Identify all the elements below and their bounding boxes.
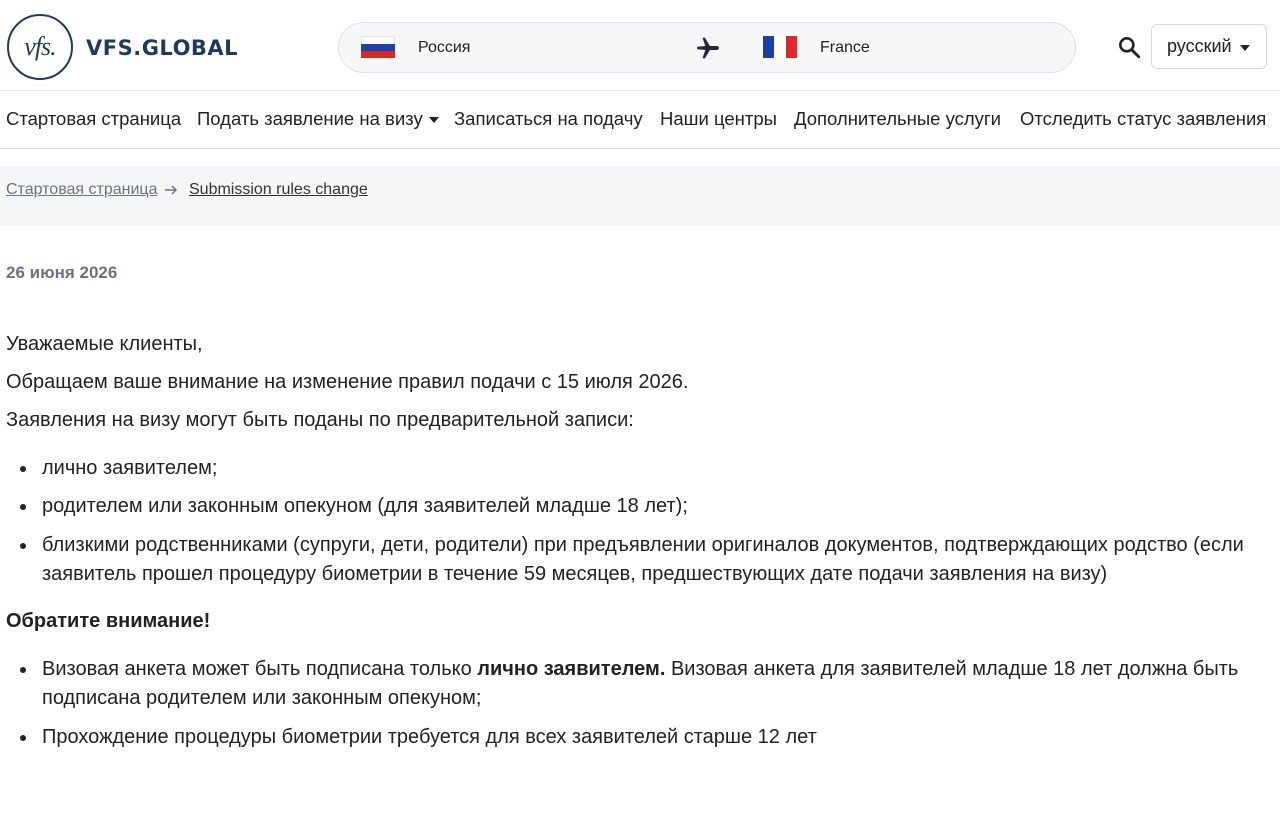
- russia-flag-icon: [361, 36, 395, 58]
- site-header: [0, 0, 1280, 90]
- list-item: близкими родственниками (супруги, дети, родители) при предъявлении оригиналов документов, подтверждающих родство (если заявитель прошел процедуру биометрии в течение 59 месяцев, предшествующих дате подачи заявления на визу): [42, 534, 1244, 585]
- flag-stripe-white: [361, 36, 395, 44]
- logo-text[interactable]: VFS.GLOBAL: [86, 36, 239, 60]
- main-nav: [0, 90, 1280, 149]
- arrow-right-icon: [163, 182, 179, 198]
- list-item: родителем или законным опекуном (для заявителей младше 18 лет);: [42, 495, 688, 517]
- list-item: Прохождение процедуры биометрии требуется для всех заявителей старше 12 лет: [42, 726, 817, 748]
- flag-stripe-red: [361, 51, 395, 58]
- vfs-logo-icon[interactable]: [7, 14, 73, 80]
- note-text: Визовая анкета для заявителей младше 18 лет должна быть подписана родителем или законным опекуном;: [42, 658, 1239, 709]
- nav-item-book-appointment[interactable]: Записаться на подачу: [454, 108, 643, 129]
- bullet-icon: [20, 504, 26, 510]
- flag-stripe-white: [774, 36, 785, 58]
- note-text: Визовая анкета может быть подписана только: [42, 658, 478, 680]
- list-item: лично заявителем;: [42, 457, 218, 479]
- bullet-icon: [20, 667, 26, 673]
- nav-item-apply-visa[interactable]: [197, 108, 439, 130]
- language-select[interactable]: [1151, 24, 1267, 69]
- airplane-icon: [695, 35, 721, 61]
- chevron-down-icon: [1240, 45, 1250, 51]
- nav-item-label: Подать заявление на визу: [197, 108, 423, 129]
- breadcrumb-current[interactable]: Submission rules change: [189, 181, 368, 198]
- search-icon[interactable]: [1116, 34, 1142, 60]
- france-flag-icon: [763, 36, 797, 58]
- route-from-country: Россия: [418, 39, 471, 56]
- nav-item-additional-services[interactable]: Дополнительные услуги: [794, 108, 1002, 129]
- note-bold-text: лично заявителем.: [477, 658, 666, 680]
- article-lead: Заявления на визу могут быть поданы по предварительной записи:: [6, 409, 634, 431]
- breadcrumb: [0, 166, 1280, 226]
- article-date: 26 июня 2026: [6, 263, 118, 282]
- language-value: русский: [1167, 36, 1232, 56]
- nav-item-home[interactable]: Стартовая страница: [6, 108, 182, 129]
- bullet-icon: [20, 735, 26, 741]
- route-to-country: France: [820, 39, 870, 56]
- flag-stripe-blue: [361, 44, 395, 51]
- flag-stripe-red: [786, 36, 797, 58]
- breadcrumb-home-link[interactable]: Стартовая страница: [6, 181, 158, 198]
- bullet-icon: [20, 466, 26, 472]
- flag-stripe-blue: [763, 36, 774, 58]
- nav-item-track-status[interactable]: Отследить статус заявления: [1020, 108, 1267, 129]
- article-greeting: Уважаемые клиенты,: [6, 333, 203, 355]
- list-item: [42, 655, 1242, 713]
- bullet-icon: [20, 543, 26, 549]
- notice-heading: Обратите внимание!: [6, 610, 211, 632]
- logo-mark: vfs.: [24, 32, 56, 61]
- article-intro: Обращаем ваше внимание на изменение правил подачи с 15 июля 2026.: [6, 371, 689, 393]
- route-selector[interactable]: [338, 22, 1076, 73]
- chevron-down-icon: [429, 117, 439, 123]
- nav-item-centres[interactable]: Наши центры: [660, 108, 777, 129]
